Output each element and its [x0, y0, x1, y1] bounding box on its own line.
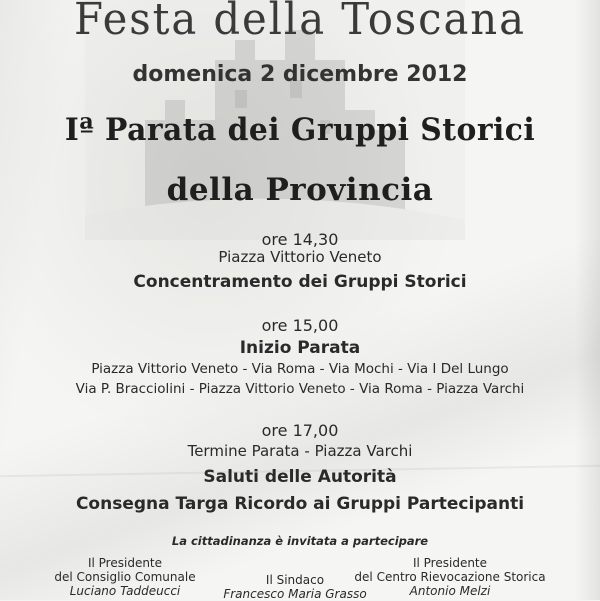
- event-date: domenica 2 dicembre 2012: [132, 62, 468, 87]
- schedule-time: ore 15,00: [261, 316, 339, 335]
- schedule-headline: Saluti delle Autorità: [203, 467, 397, 487]
- signature-role: Il Presidente: [412, 556, 488, 570]
- schedule-place: Piazza Vittorio Veneto: [218, 248, 382, 266]
- schedule-headline: Inizio Parata: [239, 338, 361, 358]
- signature-role: Il Sindaco: [265, 573, 325, 587]
- event-name-line1: Iª Parata dei Gruppi Storici: [64, 112, 536, 148]
- poster-title: Festa della Toscana: [74, 0, 526, 45]
- signature-role: del Consiglio Comunale: [54, 570, 196, 584]
- signature-name: Luciano Taddeucci: [69, 584, 181, 598]
- schedule-time: ore 17,00: [261, 421, 339, 440]
- schedule-headline: Consegna Targa Ricordo ai Gruppi Partecipanti: [75, 494, 525, 514]
- schedule-place: Termine Parata - Piazza Varchi: [187, 442, 413, 460]
- signature-name: Antonio Melzi: [409, 584, 491, 598]
- parade-route-line: Via P. Bracciolini - Piazza Vittorio Veneto - Via Roma - Piazza Varchi: [75, 381, 525, 397]
- signature-role: Il Presidente: [87, 556, 163, 570]
- signature-left: [40, 556, 210, 598]
- invitation-text: La cittadinanza è invitata a partecipare: [171, 534, 429, 548]
- signature-name: Francesco Maria Grasso: [223, 587, 367, 601]
- schedule-time: ore 14,30: [261, 230, 339, 249]
- signature-right: [350, 556, 550, 598]
- schedule-headline: Concentramento dei Gruppi Storici: [133, 272, 467, 292]
- signature-role: del Centro Rievocazione Storica: [354, 570, 546, 584]
- event-name-line2: della Provincia: [166, 172, 434, 208]
- parade-route-line: Piazza Vittorio Veneto - Via Roma - Via Mochi - Via I Del Lungo: [91, 361, 509, 377]
